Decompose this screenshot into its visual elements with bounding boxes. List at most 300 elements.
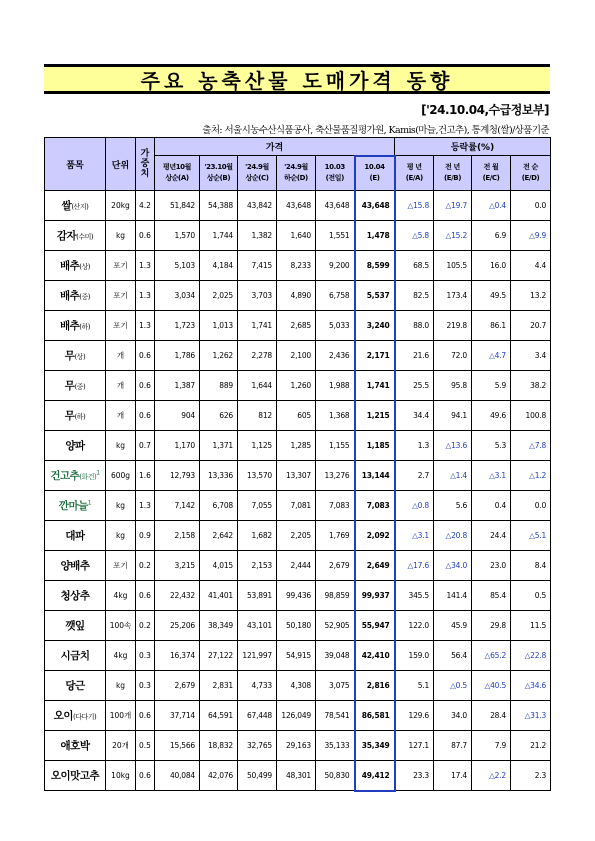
change-cell: 86.1 [472,311,511,341]
header-change-col-2: 전 월 (E/C) [472,156,511,191]
header-change-col-1: 전 년 (E/B) [434,156,472,191]
price-cell: 3,034 [155,281,200,311]
price-cell: 5,033 [316,311,355,341]
table-row [45,761,551,791]
change-cell: △1.2 [511,461,551,491]
change-cell: 68.5 [395,251,434,281]
price-current: 3,240 [355,311,395,341]
change-cell: 25.5 [395,371,434,401]
price-cell: 2,436 [316,341,355,371]
price-cell: 2,444 [277,551,316,581]
item-unit: kg [106,431,136,461]
price-cell: 43,648 [277,191,316,221]
change-cell: △15.8 [395,191,434,221]
change-cell: 21.6 [395,341,434,371]
header-price-col-3: '24.9월 하순(D) [277,156,316,191]
table-row [45,491,551,521]
price-cell: 51,842 [155,191,200,221]
change-cell: △40.5 [472,671,511,701]
price-cell: 43,842 [238,191,277,221]
item-weight: 0.6 [136,761,155,791]
item-name: 당근 [45,671,106,701]
change-cell: 28.4 [472,701,511,731]
price-cell: 1,262 [200,341,238,371]
price-cell: 2,685 [277,311,316,341]
price-cell: 1,125 [238,431,277,461]
change-cell: 17.4 [434,761,472,791]
price-cell: 3,075 [316,671,355,701]
item-weight: 1.3 [136,251,155,281]
price-cell: 1,644 [238,371,277,401]
price-cell: 53,891 [238,581,277,611]
change-cell: △4.7 [472,341,511,371]
change-cell: △31.3 [511,701,551,731]
header-weight-text: 가 중 치 [140,149,150,179]
price-cell: 13,336 [200,461,238,491]
item-weight: 1.3 [136,281,155,311]
change-cell: △0.5 [434,671,472,701]
header-weight [136,138,155,191]
price-current: 99,937 [355,581,395,611]
header-unit: 단위 [106,138,136,191]
item-weight: 4.2 [136,191,155,221]
change-cell: 219.8 [434,311,472,341]
price-cell: 39,048 [316,641,355,671]
change-cell: 24.4 [472,521,511,551]
header-price: 가격 [155,138,395,156]
price-cell: 3,703 [238,281,277,311]
price-cell: 78,541 [316,701,355,731]
item-unit: kg [106,671,136,701]
item-weight: 0.2 [136,551,155,581]
change-cell: △15.2 [434,221,472,251]
header-price-col-5: 10.04 (E) [355,156,395,191]
price-cell: 1,640 [277,221,316,251]
table-row [45,371,551,401]
item-name: 양파 [45,431,106,461]
price-cell: 99,436 [277,581,316,611]
item-unit: 포기 [106,311,136,341]
price-cell: 6,758 [316,281,355,311]
item-name: 오이(다다기) [45,701,106,731]
price-current: 55,947 [355,611,395,641]
item-weight: 1.3 [136,311,155,341]
item-name: 무(상) [45,341,106,371]
price-cell: 42,076 [200,761,238,791]
table-row [45,401,551,431]
change-cell: 85.4 [472,581,511,611]
change-cell: 38.2 [511,371,551,401]
header-price-col-1: '23.10월 상순(B) [200,156,238,191]
price-current: 42,410 [355,641,395,671]
item-unit: 10kg [106,761,136,791]
item-weight: 0.6 [136,701,155,731]
price-cell: 4,308 [277,671,316,701]
change-cell: 16.0 [472,251,511,281]
item-unit: 100속 [106,611,136,641]
price-current: 2,816 [355,671,395,701]
price-cell: 1,382 [238,221,277,251]
item-name: 깐마늘$^1$ [45,491,106,521]
date-label: ['24.10.04,수급정보부] [421,103,549,117]
price-cell: 40,084 [155,761,200,791]
price-cell: 67,448 [238,701,277,731]
item-name: 청상추 [45,581,106,611]
item-unit: 4kg [106,581,136,611]
price-cell: 605 [277,401,316,431]
table-row [45,731,551,761]
change-cell: 0.4 [472,491,511,521]
header-change: 등락률(%) [395,138,551,156]
change-cell: 49.6 [472,401,511,431]
item-name: 양배추 [45,551,106,581]
price-cell: 48,301 [277,761,316,791]
change-cell: 2.3 [511,761,551,791]
price-cell: 7,142 [155,491,200,521]
price-current: 5,537 [355,281,395,311]
table-row [45,311,551,341]
price-cell: 904 [155,401,200,431]
price-cell: 25,206 [155,611,200,641]
page-title: 주요 농축산물 도매가격 동향 [140,68,454,93]
item-weight: 0.7 [136,431,155,461]
table-row [45,191,551,221]
price-cell: 6,708 [200,491,238,521]
price-cell: 27,122 [200,641,238,671]
price-cell: 7,055 [238,491,277,521]
price-cell: 1,786 [155,341,200,371]
price-cell: 1,285 [277,431,316,461]
change-cell: 11.5 [511,611,551,641]
change-cell: 5.9 [472,371,511,401]
price-cell: 41,401 [200,581,238,611]
change-cell: △34.0 [434,551,472,581]
price-cell: 126,049 [277,701,316,731]
item-weight: 1.6 [136,461,155,491]
change-cell: 34.0 [434,701,472,731]
change-cell: △65.2 [472,641,511,671]
price-cell: 32,765 [238,731,277,761]
change-cell: △1.4 [434,461,472,491]
item-name: 깻잎 [45,611,106,641]
price-cell: 1,988 [316,371,355,401]
price-cell: 1,155 [316,431,355,461]
price-cell: 889 [200,371,238,401]
price-current: 1,741 [355,371,395,401]
item-name: 애호박 [45,731,106,761]
change-cell: △17.6 [395,551,434,581]
price-cell: 52,905 [316,611,355,641]
change-cell: △20.8 [434,521,472,551]
item-name: 배추(상) [45,251,106,281]
item-unit: 4kg [106,641,136,671]
change-cell: 345.5 [395,581,434,611]
change-cell: 173.4 [434,281,472,311]
item-unit: 포기 [106,281,136,311]
change-cell: 122.0 [395,611,434,641]
price-cell: 50,180 [277,611,316,641]
price-current: 2,649 [355,551,395,581]
table-row [45,251,551,281]
header-price-col-4: 10.03 (전일) [316,156,355,191]
item-weight: 0.2 [136,611,155,641]
item-unit: kg [106,221,136,251]
price-cell: 1,570 [155,221,200,251]
price-cell: 16,374 [155,641,200,671]
header-change-col-3: 전 순 (E/D) [511,156,551,191]
price-cell: 2,025 [200,281,238,311]
price-cell: 2,153 [238,551,277,581]
price-current: 86,581 [355,701,395,731]
header-price-col-0: 평년10월 상순(A) [155,156,200,191]
change-cell: 45.9 [434,611,472,641]
price-cell: 4,733 [238,671,277,701]
price-cell: 1,368 [316,401,355,431]
change-cell: △34.6 [511,671,551,701]
item-unit: 600g [106,461,136,491]
item-weight: 0.6 [136,371,155,401]
change-cell: 5.1 [395,671,434,701]
change-cell: 105.5 [434,251,472,281]
price-cell: 1,170 [155,431,200,461]
change-cell: 95.8 [434,371,472,401]
change-cell: 4.4 [511,251,551,281]
change-cell: 1.3 [395,431,434,461]
table-row [45,551,551,581]
price-cell: 9,200 [316,251,355,281]
price-current: 2,171 [355,341,395,371]
change-cell: △9.9 [511,221,551,251]
change-cell: 56.4 [434,641,472,671]
price-cell: 54,388 [200,191,238,221]
price-cell: 4,184 [200,251,238,281]
price-cell: 7,415 [238,251,277,281]
item-name: 쌀(산지) [45,191,106,221]
table-body [45,191,551,791]
item-unit: 20개 [106,731,136,761]
change-cell: △5.8 [395,221,434,251]
price-cell: 2,205 [277,521,316,551]
change-cell: △0.8 [395,491,434,521]
price-cell: 29,163 [277,731,316,761]
change-cell: 21.2 [511,731,551,761]
change-cell: 49.5 [472,281,511,311]
price-cell: 4,015 [200,551,238,581]
price-current: 13,144 [355,461,395,491]
item-weight: 1.3 [136,491,155,521]
price-current: 35,349 [355,731,395,761]
change-cell: 0.5 [511,581,551,611]
change-cell: 23.3 [395,761,434,791]
price-current: 1,478 [355,221,395,251]
price-cell: 35,133 [316,731,355,761]
change-cell: △7.8 [511,431,551,461]
change-cell: △0.4 [472,191,511,221]
change-cell: 127.1 [395,731,434,761]
item-weight: 0.6 [136,221,155,251]
price-cell: 13,276 [316,461,355,491]
header-item: 품목 [45,138,106,191]
price-cell: 50,499 [238,761,277,791]
price-cell: 3,215 [155,551,200,581]
item-unit: 포기 [106,551,136,581]
price-cell: 22,432 [155,581,200,611]
change-cell: 72.0 [434,341,472,371]
change-cell: △19.7 [434,191,472,221]
item-name: 감자(수미) [45,221,106,251]
change-cell: 0.0 [511,491,551,521]
change-cell: 100.8 [511,401,551,431]
price-cell: 12,793 [155,461,200,491]
price-current: 1,215 [355,401,395,431]
price-cell: 2,831 [200,671,238,701]
price-current: 7,083 [355,491,395,521]
item-weight: 0.6 [136,401,155,431]
price-cell: 98,859 [316,581,355,611]
price-cell: 5,103 [155,251,200,281]
price-cell: 7,081 [277,491,316,521]
change-cell: △3.1 [472,461,511,491]
table-row [45,581,551,611]
price-cell: 626 [200,401,238,431]
table-row [45,671,551,701]
change-cell: 82.5 [395,281,434,311]
price-cell: 7,083 [316,491,355,521]
price-cell: 13,570 [238,461,277,491]
price-cell: 1,013 [200,311,238,341]
price-cell: 15,566 [155,731,200,761]
price-cell: 2,679 [316,551,355,581]
price-cell: 1,260 [277,371,316,401]
price-current: 2,092 [355,521,395,551]
change-cell: △2.2 [472,761,511,791]
price-cell: 37,714 [155,701,200,731]
price-current: 8,599 [355,251,395,281]
price-cell: 1,387 [155,371,200,401]
table-row [45,341,551,371]
change-cell: △3.1 [395,521,434,551]
price-cell: 38,349 [200,611,238,641]
table-row [45,461,551,491]
price-cell: 54,915 [277,641,316,671]
change-cell: 5.3 [472,431,511,461]
change-cell: 6.9 [472,221,511,251]
change-cell: △22.8 [511,641,551,671]
item-name: 무(중) [45,371,106,401]
price-cell: 1,741 [238,311,277,341]
table-row [45,701,551,731]
change-cell: 29.8 [472,611,511,641]
price-cell: 2,158 [155,521,200,551]
item-unit: kg [106,521,136,551]
table-row [45,521,551,551]
change-cell: 23.0 [472,551,511,581]
table-header [45,138,551,191]
source-note: 출처: 서울시농수산식품공사, 축산물품질평가원, Kamis(마늘,건고추), 통계청(쌀)/상품기준 [202,125,549,136]
item-name: 시금치 [45,641,106,671]
item-weight: 0.3 [136,671,155,701]
price-cell: 2,100 [277,341,316,371]
change-cell: △13.6 [434,431,472,461]
change-cell: 20.7 [511,311,551,341]
header-price-col-2: '24.9월 상순(C) [238,156,277,191]
table-row [45,611,551,641]
price-cell: 1,551 [316,221,355,251]
item-unit: 개 [106,371,136,401]
item-weight: 0.5 [136,731,155,761]
table-row [45,221,551,251]
price-cell: 2,679 [155,671,200,701]
table-row [45,281,551,311]
price-cell: 121,997 [238,641,277,671]
price-cell: 64,591 [200,701,238,731]
item-unit: 포기 [106,251,136,281]
price-cell: 1,723 [155,311,200,341]
change-cell: 34.4 [395,401,434,431]
price-table [44,137,551,792]
title-banner [44,64,550,94]
price-cell: 812 [238,401,277,431]
price-current: 1,185 [355,431,395,461]
item-unit: 100개 [106,701,136,731]
table-row [45,431,551,461]
price-cell: 43,101 [238,611,277,641]
item-unit: 개 [106,341,136,371]
price-cell: 4,890 [277,281,316,311]
price-cell: 1,744 [200,221,238,251]
item-name: 배추(중) [45,281,106,311]
change-cell: 87.7 [434,731,472,761]
price-cell: 43,648 [316,191,355,221]
change-cell: 7.9 [472,731,511,761]
table-row [45,641,551,671]
change-cell: 5.6 [434,491,472,521]
change-cell: 8.4 [511,551,551,581]
price-current: 49,412 [355,761,395,791]
item-name: 배추(하) [45,311,106,341]
price-cell: 1,371 [200,431,238,461]
item-unit: 20kg [106,191,136,221]
price-cell: 13,307 [277,461,316,491]
item-weight: 0.3 [136,641,155,671]
item-weight: 0.9 [136,521,155,551]
change-cell: 88.0 [395,311,434,341]
change-cell: 13.2 [511,281,551,311]
price-cell: 2,278 [238,341,277,371]
header-change-col-0: 평 년 (E/A) [395,156,434,191]
item-name: 대파 [45,521,106,551]
price-cell: 50,830 [316,761,355,791]
item-unit: 개 [106,401,136,431]
item-unit: kg [106,491,136,521]
price-cell: 1,769 [316,521,355,551]
price-cell: 1,682 [238,521,277,551]
price-cell: 2,642 [200,521,238,551]
change-cell: 141.4 [434,581,472,611]
change-cell: 2.7 [395,461,434,491]
price-cell: 18,832 [200,731,238,761]
change-cell: 0.0 [511,191,551,221]
change-cell: 94.1 [434,401,472,431]
item-weight: 0.6 [136,581,155,611]
price-cell: 8,233 [277,251,316,281]
change-cell: 159.0 [395,641,434,671]
item-weight: 0.6 [136,341,155,371]
item-name: 오이맛고추 [45,761,106,791]
change-cell: 3.4 [511,341,551,371]
change-cell: △5.1 [511,521,551,551]
change-cell: 129.6 [395,701,434,731]
